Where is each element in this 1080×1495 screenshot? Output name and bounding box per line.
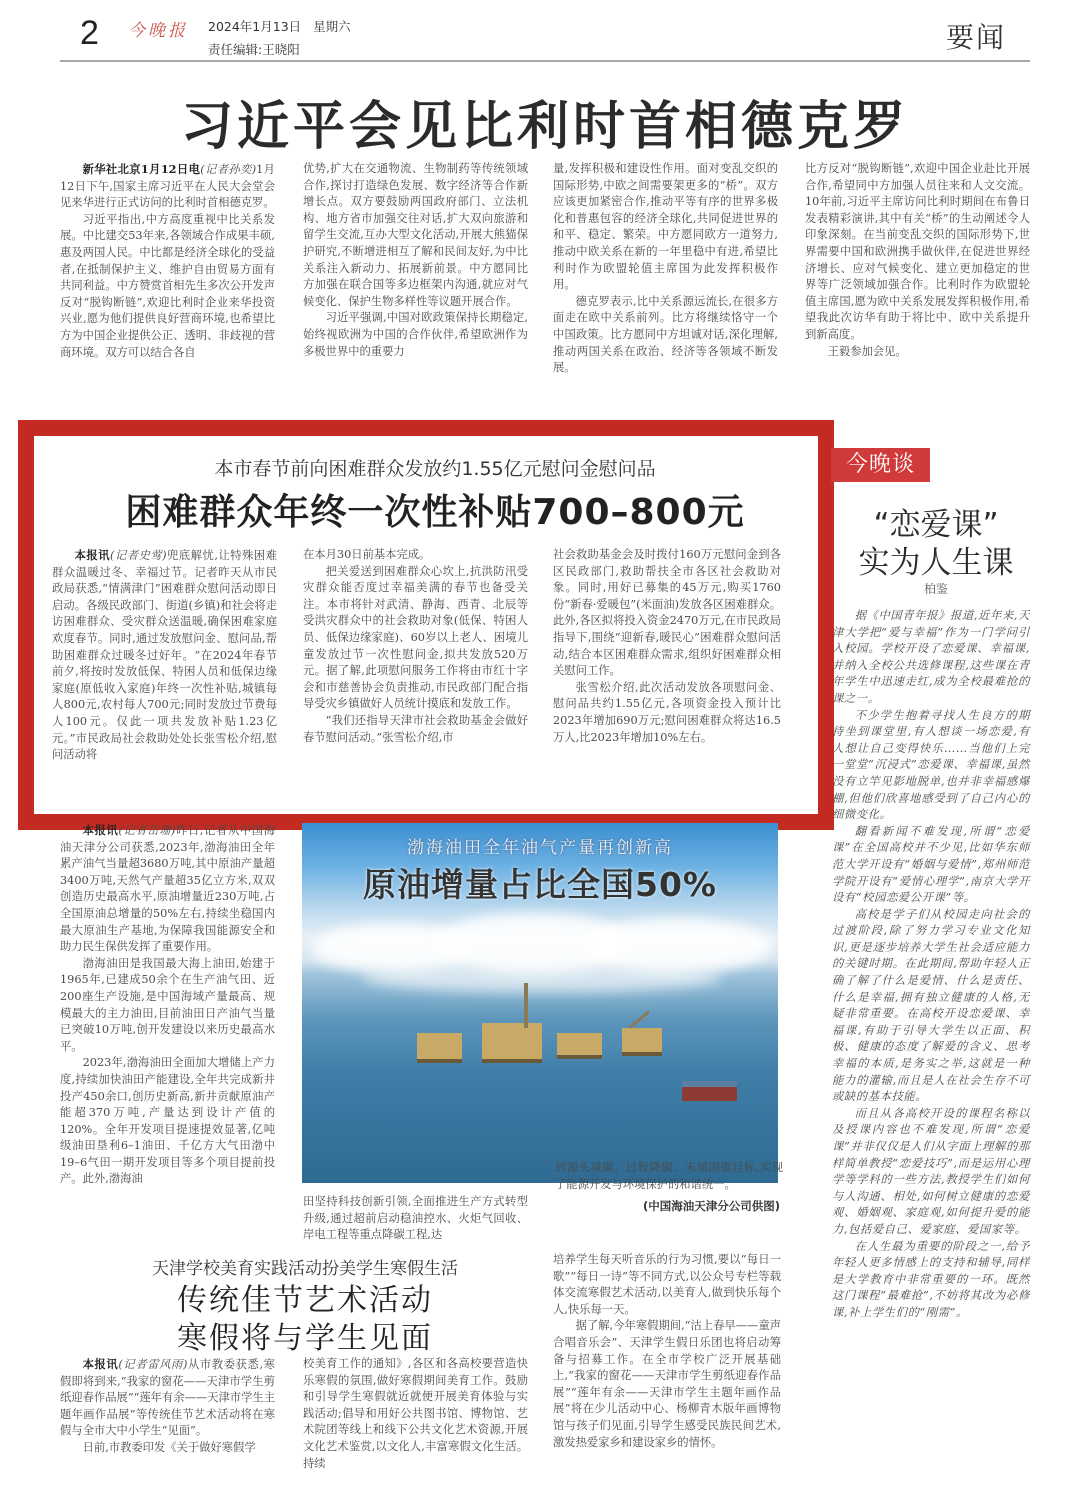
paragraph: 在人生最为重要的阶段之一,给予年轻人更多情感上的支持和辅导,同样是大学教育中非常重要的一环。既然这门课程“最难抢”,不妨将其改为必修课,补上学生们的“刚需”。 <box>832 1239 1030 1319</box>
oil-col-1 <box>60 822 275 1188</box>
lead-story-col-1 <box>60 161 275 361</box>
opinion-body <box>832 608 1030 1322</box>
paragraph: 本报讯(记者雷风雨)从市教委获悉,寒假即将到来,“我家的窗花——天津市学生剪纸迎春作品展”“莲年有余——天津市学生主题年画作品展”等传统佳节艺术活动将在寒假与全市大中小学生“见面”。 <box>60 1357 275 1438</box>
paragraph: 而且从各高校开设的课程名称以及授课内容也不难发现,所谓“恋爱课”并非仅仅是人们从字面上理解的那样简单教授“恋爱技巧”,而是运用心理学等学科的一些方法,教授学生们如何与人沟通、相处,如何树立健康的恋爱观、婚姻观、家庭观,如何提升爱的能力,包括爱自己、爱家庭、爱国家等。 <box>832 1106 1030 1236</box>
school-headline: 传统佳节艺术活动 寒假将与学生见面 <box>177 1283 433 1356</box>
subsidy-headline: 困难群众年终一次性补贴700–800元 <box>125 492 745 533</box>
lead-headline: 习近平会见比利时首相德克罗 <box>180 97 909 157</box>
paragraph: 到源头减碳、过程降碳、末端固碳目标,实现了能源开发与环境保护的和谐统一。 <box>555 1161 783 1191</box>
masthead-divider <box>60 60 1030 62</box>
paragraph: 在本月30日前基本完成。 <box>303 548 431 561</box>
paragraph: 日前,市教委印发《关于做好寒假学 <box>82 1440 256 1454</box>
column-tag: 今晚谈 <box>831 448 930 482</box>
paragraph: 习近平指出,中方高度重视中比关系发展。中比建交53年来,各领域合作成果丰硕,惠及两国人民。中比都是经济全球化的受益者,在抵制保护主义、维护自由贸易方面有共同利益。中方赞赏首相先生多次公开发声反对“脱钩断链”,欢迎比利时企业来华投资兴业,愿为他们提供良好营商环境,也希望比方为中国企业提供公正、透明、非歧视的营商环境。双方可以结合各自 <box>60 212 275 359</box>
subsidy-subtitle: 本市春节前向困难群众发放约1.55亿元慰问金慰问品 <box>214 458 656 480</box>
paragraph: 田坚持科技创新引领,全面推进生产方式转型升级,通过超前启动稳油控水、火炬气回收、岸电工程等重点降碳工程,达 <box>303 1195 528 1242</box>
school-subtitle: 天津学校美育实践活动扮美学生寒假生活 <box>152 1259 458 1279</box>
offshore-oil-platform-photo <box>302 823 778 1183</box>
photo-credit: (中国海油天津分公司供图) <box>642 1199 780 1213</box>
school-col-1 <box>60 1356 275 1457</box>
paragraph: 王毅参加会见。 <box>827 344 907 358</box>
page-number: 2 <box>80 14 99 52</box>
school-col-3 <box>553 1252 781 1451</box>
photo-subtitle: 渤海油田全年油气产量再创新高 <box>407 838 673 858</box>
paragraph: 优势,扩大在交通物流、生物制药等传统领域合作,探讨打造绿色发展、数字经济等合作新增长点。双方要鼓励两国政府部门、立法机构、地方省市加强交往对话,扩大双向旅游和留学生交流,互办大型文化活动,开展大熊猫保护研究,不断增进相互了解和民间友好,为中比关系注入新动力、拓展新前景。中方愿同比方加强在联合国等多边框架内沟通,就应对气候变化、保护生物多样性等议题开展合作。 <box>303 162 528 308</box>
issue-date <box>208 17 351 35</box>
paragraph: 据《中国青年报》报道,近年来,天津大学把“爱与幸福”作为一门学问引入校园。学校开设了恋爱课、幸福课,并纳入全校公共选修课程,这些课在青年学生中迅速走红,成为全校最难抢的课之一。 <box>832 609 1030 705</box>
paragraph: 德克罗表示,比中关系源远流长,在很多方面走在欧中关系前列。比方将继续恪守一个中国政策。比方愿同中方坦诚对话,深化理解,推动两国关系在政治、经济等各领域不断发展。 <box>553 294 778 375</box>
opinion-headline: “恋爱课” 实为人生课 <box>858 507 1014 581</box>
oil-col-3 <box>555 1160 783 1193</box>
section-name: 要闻 <box>946 21 1007 54</box>
paragraph: 量,发挥积极和建设性作用。面对变乱交织的国际形势,中欧之间需要架更多的“桥”。双方应该更加紧密合作,推动平等有序的世界多极化和普惠包容的经济全球化,共同促进世界的和平、稳定、繁荣。中方愿同欧方一道努力,推动中欧关系在新的一年里稳中有进,希望比利时作为欧盟轮值主席国为此发挥积极作用。 <box>553 162 778 292</box>
subsidy-col-3 <box>553 547 781 746</box>
subsidy-col-1 <box>52 547 277 764</box>
school-col-2 <box>303 1356 528 1472</box>
lead-story-col-4 <box>805 161 1030 360</box>
paragraph: 社会救助基金会及时拨付160万元慰问金到各区民政部门,救助帮扶全市各区社会救助对象。同时,用好已募集的45万元,购买1760份“新春·爱暖包”(米面油)发放各区困难群众。此外,各区拟将投入资金2470万元,在市民政局指导下,围绕“迎新春,暖民心”困难群众慰问活动,结合本区困难群众需求,组织好困难群众相关慰问工作。 <box>553 548 781 678</box>
paragraph: 渤海油田是我国最大海上油田,始建于1965年,已建成50余个在生产油气田、近200座生产设施,是中国海域产量最高、规模最大的主力油田,目前油田日产油气当量已突破10万吨,创开发建设以来历史最高水平。 <box>60 956 275 1053</box>
paragraph: 高校是学子们从校园走向社会的过渡阶段,除了努力学习专业文化知识,更是逐步培养大学生社会适应能力的关键时期。在此期间,帮助年轻人正确了解了什么是爱情、什么是责任、什么是幸福,拥有独立健康的人格,无疑非常重要。在高校开设恋爱课、幸福课,有助于引导大学生以正面、积极、健康的态度了解爱的含义、思考幸福的本质,是务实之举,这就是一种能力的灌输,而且是人在社会生存不可或缺的基本技能。 <box>832 907 1030 1104</box>
paragraph: 2023年,渤海油田全面加大增储上产力度,持续加快油田产能建设,全年共完成新井投产450余口,创历史新高,新井贡献原油产能超370万吨,产量达到设计产值的120%。全年开发项目提速提效显著,亿吨级油田垦利6–1油田、千亿方大气田渤中19–6气田一期开发项目等多个项目提前投产。此外,渤海油 <box>60 1056 275 1186</box>
responsible-editor: 责任编辑:王晓阳 <box>208 42 300 57</box>
reporter: (记者孙奕) <box>200 163 257 176</box>
paragraph: 校美育工作的通知》,各区和各高校要营造快乐寒假的氛围,做好寒假期间美育工作。鼓励和引导学生寒假就近就便开展美育体验与实践活动;倡导和用好公共图书馆、博物馆、艺术院团等线上和线下公共文化艺术资源,开展文化艺术鉴赏,以文化人,丰富寒假文化生活。持续 <box>303 1357 528 1470</box>
paragraph: “我们还指导天津市社会救助基金会做好春节慰问活动。”张雪松介绍,市 <box>303 713 528 744</box>
paragraph: 培养学生每天听音乐的行为习惯,要以“每日一歌”“每日一诗”等不同方式,以公众号专栏等载体交流寒假艺术活动,以美育人,做到快乐每个人,快乐每一天。 <box>553 1253 781 1316</box>
dateline: 新华社北京1月12日电 <box>82 162 201 176</box>
paragraph: 本报讯(记者史莺)兜底解忧,让特殊困难群众温暖过冬、幸福过节。记者昨天从市民政局获悉,“情满津门”困难群众慰问活动即日启动。各级民政部门、街道(乡镇)和社会将走访困难群众、受灾群众送温暖,确保困难家庭欢度春节。同时,通过发放慰问金、慰问品,帮助困难群众过暖冬过好年。“在2024年春节前夕,将按时发放低保、特困人员和低保边缘家庭(原低收入家庭)年终一次性补贴,城镇每人800元,农村每人700元;同时发放过节费每人100元。仅此一项共发放补贴1.23亿元。”市民政局社会救助处处长张雪松介绍,慰问活动将 <box>52 548 277 762</box>
paragraph: 本报讯(记者岳珊)昨日,记者从中国海油天津分公司获悉,2023年,渤海油田全年累产油气当量超3680万吨,其中原油产量超3400万吨,天然气产量超35亿立方米,双双创造历史最高水平,原油增量近230万吨,占全国原油总增量的50%左右,持续坐稳国内最大原油生产基地,为保障我国能源安全和助力民生保供发挥了重要作用。 <box>60 823 275 954</box>
date: 2024年1月13日 <box>208 19 302 34</box>
subsidy-col-2 <box>303 547 528 746</box>
paragraph: 习近平强调,中国对欧政策保持长期稳定,始终视欧洲为中国的合作伙伴,希望欧洲作为多极世界中的重要力 <box>303 311 528 358</box>
paragraph: 不少学生抱着寻找人生良方的期待坐到课堂里,有人想谈一场恋爱,有人想让自己变得快乐……当他们上完一堂堂“沉浸式”恋爱课、幸福课,虽然没有立竿见影地脱单,也并非幸福感爆棚,但他们欣喜地感受到了自己内心的细微变化。 <box>832 708 1030 822</box>
newspaper-logo: 今晚报 <box>128 21 188 41</box>
weekday: 星期六 <box>313 19 351 34</box>
lead-paragraph: 新华社北京1月12日电(记者孙奕)1月12日下午,国家主席习近平在人民大会堂会见来华进行正式访问的比利时首相德克罗。 <box>60 162 275 210</box>
opinion-author: 柏鉴 <box>923 582 948 596</box>
lead-story-col-2 <box>303 161 528 360</box>
paragraph: 比方反对“脱钩断链”,欢迎中国企业赴比开展合作,希望同中方加强人员往来和人文交流。10年前,习近平主席访问比利时期间在布鲁日发表精彩演讲,其中有关“桥”的生动阐述令人印象深刻。在当前变乱交织的国际形势下,世界需要中国和欧洲携手做伙伴,在促进世界经济增长、应对气候变化、建立更加稳定的世界等广泛领域加强合作。比利时作为欧盟轮值主席国,愿为欧中关系发展发挥积极作用,希望我此次访华有助于将比中、欧中关系提升到新高度。 <box>805 162 1030 341</box>
paragraph: 翻看新闻不难发现,所谓“恋爱课”在全国高校并不少见,比如华东师范大学开设有“婚姻与爱情”,郑州师范学院开设有“爱情心理学”,南京大学开设有“校园恋爱公开课”等。 <box>832 824 1030 905</box>
lead-story-col-3 <box>553 161 778 377</box>
paragraph: 张雪松介绍,此次活动发放各项慰问金、慰问品共约1.55亿元,各项资金投入预计比2023年增加690万元;慰问困难群众将达16.5万人,比2023年增加10%左右。 <box>553 680 781 744</box>
paragraph: 把关爱送到困难群众心坎上,抗洪防汛受灾群众能否度过幸福美满的春节也备受关注。本市将针对武清、静海、西青、北辰等受洪灾群众中的社会救助对象(低保、特困人员、低保边缘家庭)、60岁以上老人、困境儿童发放过节一次性慰问金,拟共发放520万元。据了解,此项慰问服务工作将由市红十字会和市慈善协会负责推动,市民政部门配合指导受灾乡镇做好人员统计摸底和发放工作。 <box>303 564 528 711</box>
photo-headline: 原油增量占比全国50% <box>363 865 717 904</box>
oil-col-2 <box>303 1194 528 1244</box>
paragraph: 据了解,今年寒假期间,“沽上春早——童声合唱音乐会”、天津学生假日乐团也将启动筹备与招募工作。在全市学校广泛开展基础上,“我家的窗花——天津市学生剪纸迎春作品展”“莲年有余——天津市学生主题年画作品展”将在少儿活动中心、杨柳青木版年画博物馆与孩子们见面,引导学生感受民族民间艺术,激发热爱家乡和建设家乡的情怀。 <box>553 1319 781 1449</box>
